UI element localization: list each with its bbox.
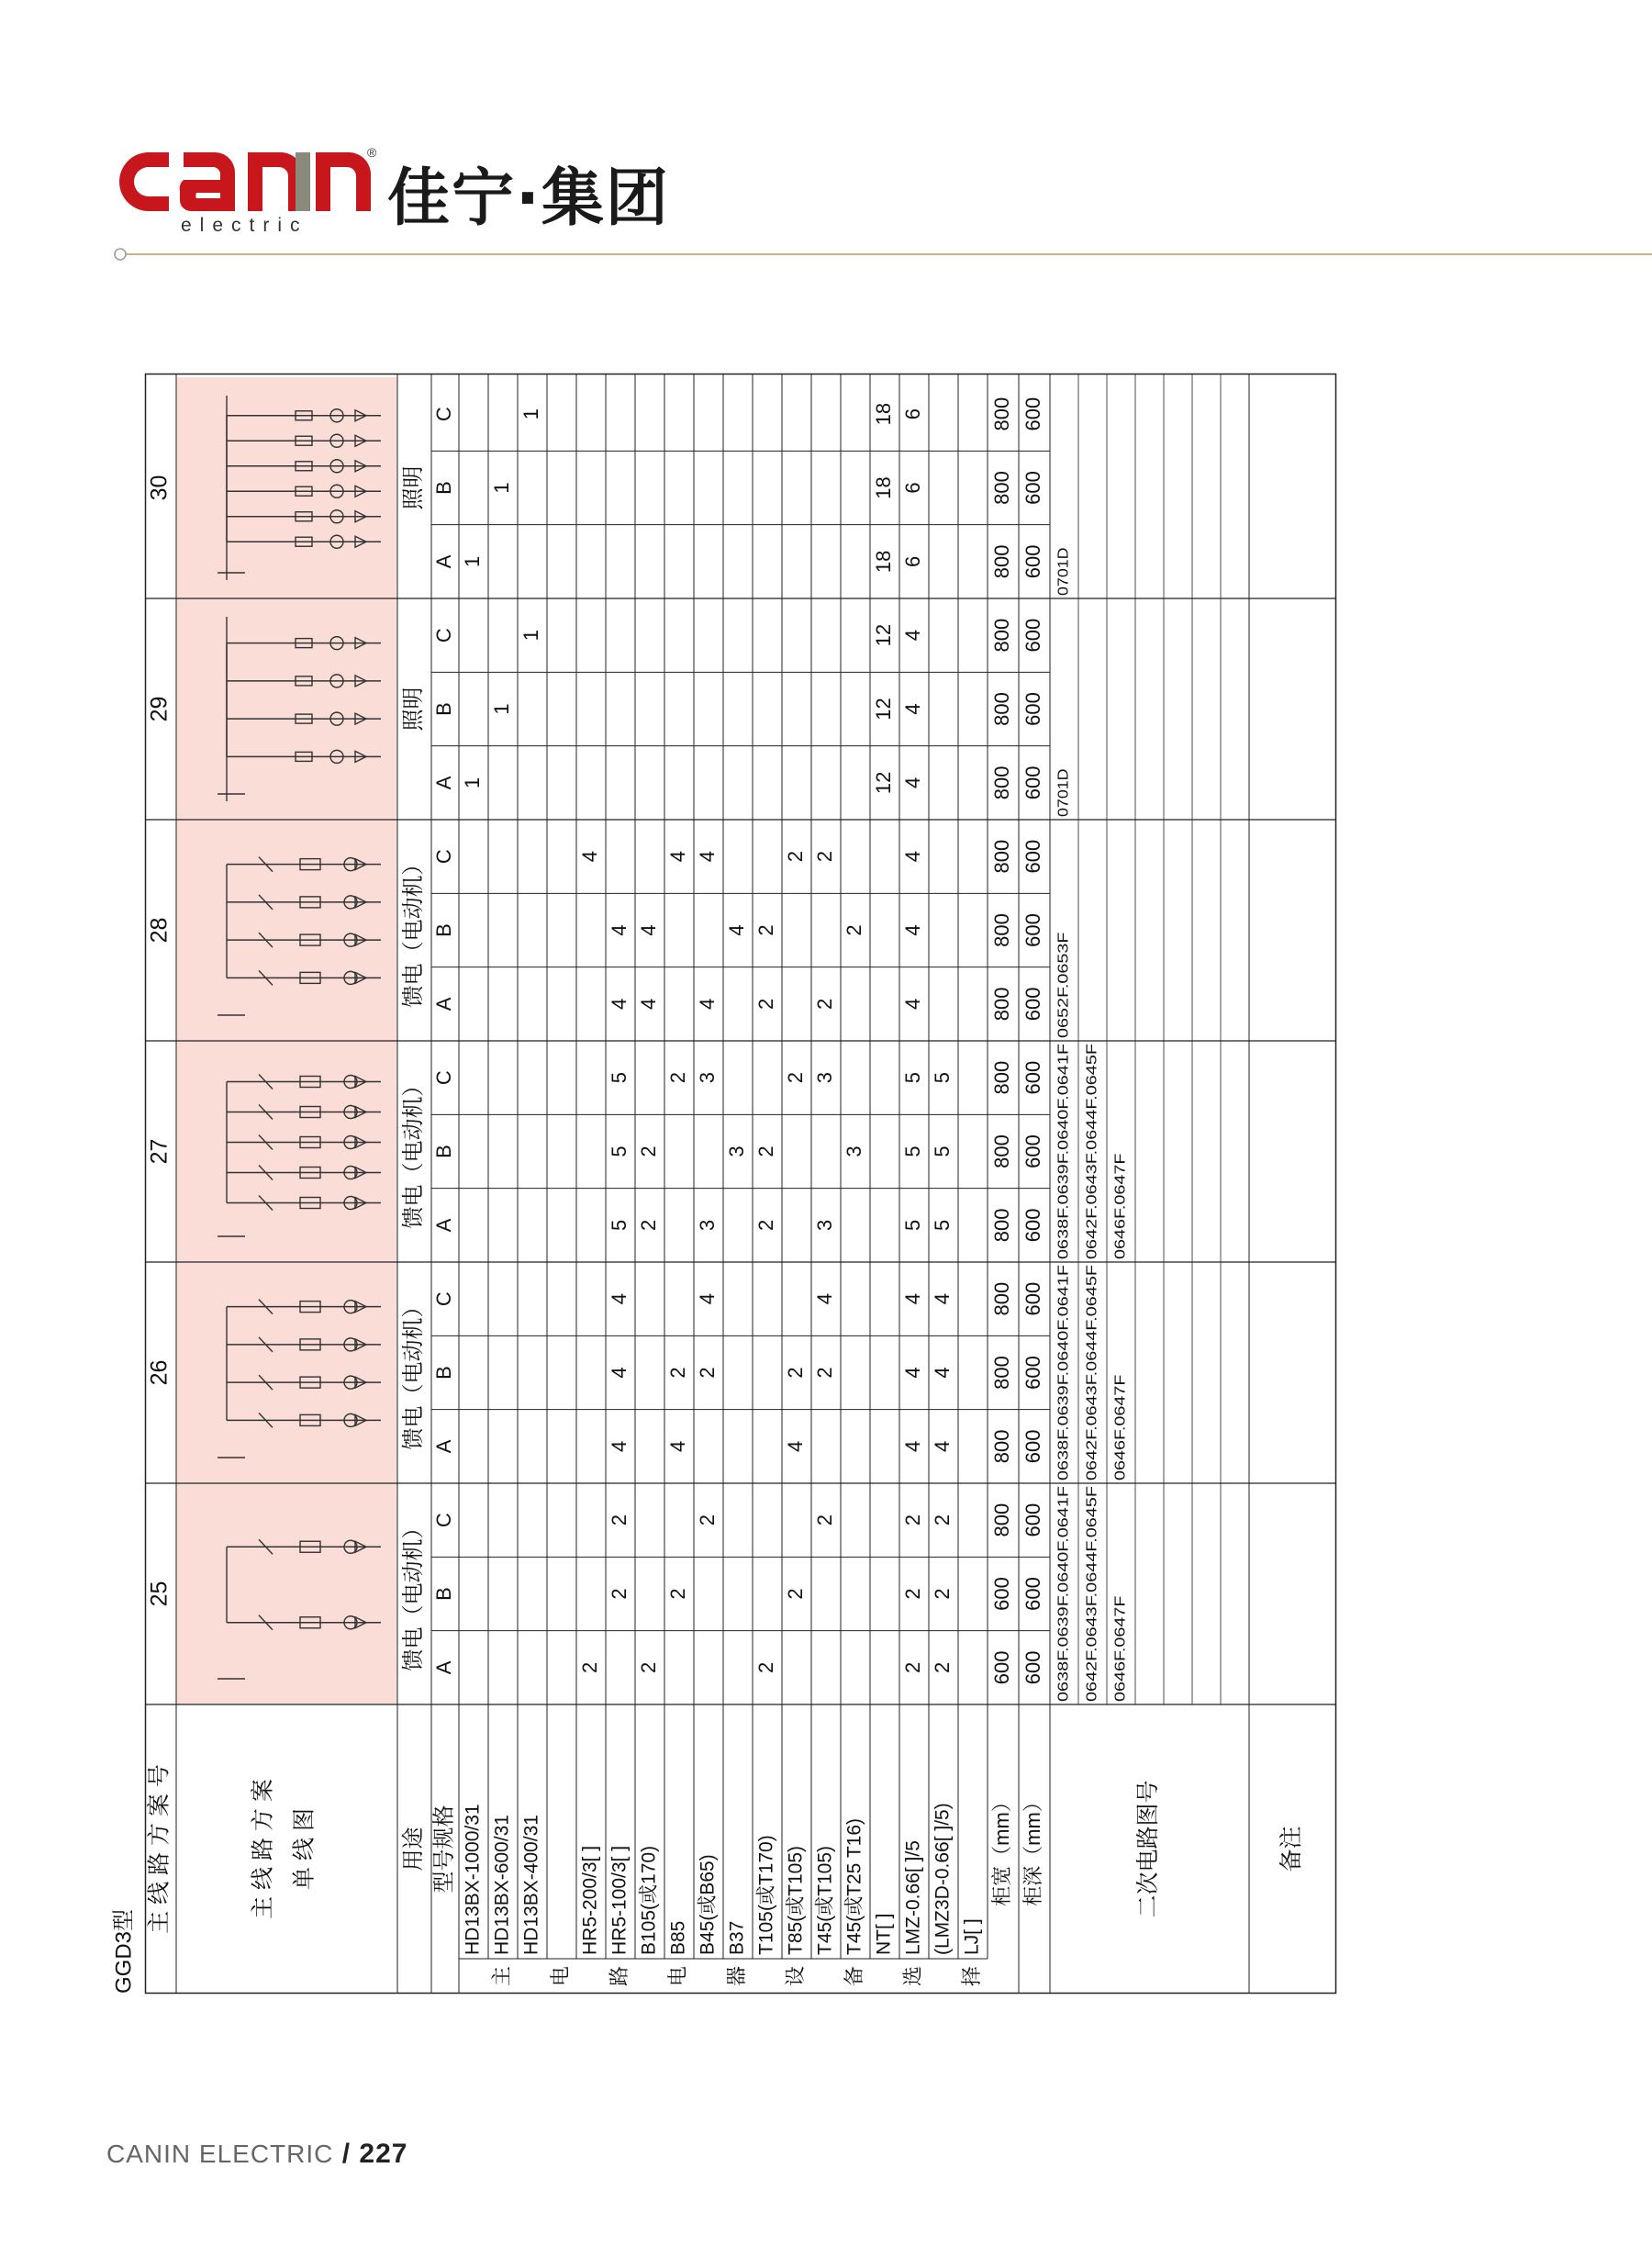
component-quantity: 4 — [930, 1440, 954, 1452]
secondary-circuit-code: 0646F.0647F — [1112, 1173, 1129, 1259]
component-quantity: 3 — [695, 1219, 719, 1231]
cabinet-depth-value: 600 — [1021, 1650, 1044, 1685]
side-label: 电 — [665, 1965, 689, 1987]
component-quantity: 4 — [930, 1367, 954, 1379]
component-quantity: 18 — [871, 402, 895, 426]
side-label: 选 — [900, 1965, 924, 1987]
cabinet-width-value: 800 — [989, 839, 1013, 874]
cabinet-depth-value: 600 — [1021, 1281, 1044, 1316]
model-label: GGD3型 — [111, 1908, 137, 1994]
sub-column-header: B — [431, 1366, 455, 1380]
component-name: B85 — [667, 1920, 689, 1955]
single-line-diagram-bg — [176, 1262, 397, 1483]
cabinet-depth-value: 600 — [1021, 471, 1044, 505]
cabinet-depth-value: 600 — [1021, 618, 1044, 653]
scheme-usage: 照明 — [400, 465, 426, 510]
component-name: (LMZ3D-0.66[ ]/5) — [932, 1803, 954, 1955]
component-quantity: 2 — [842, 924, 865, 936]
component-quantity: 2 — [695, 1367, 719, 1379]
component-quantity: 5 — [607, 1145, 631, 1157]
component-quantity: 12 — [871, 771, 895, 795]
component-quantity: 3 — [812, 1219, 836, 1231]
component-quantity: 5 — [900, 1145, 924, 1157]
component-quantity: 4 — [607, 1367, 631, 1379]
component-name: HD13BX-600/31 — [491, 1815, 513, 1955]
component-quantity: 2 — [665, 1588, 689, 1600]
cabinet-depth-value: 600 — [1021, 839, 1044, 874]
cabinet-width-value: 600 — [989, 1577, 1013, 1611]
logo-electric-text: electric — [181, 215, 308, 236]
component-quantity: 5 — [930, 1072, 954, 1084]
cabinet-depth-value: 600 — [1021, 1577, 1044, 1611]
secondary-circuit-code: 0638F.0639F.0640F.0641F — [1055, 1306, 1072, 1481]
component-quantity: 4 — [900, 998, 924, 1010]
component-name: NT[ ] — [873, 1913, 895, 1955]
sub-column-header: C — [431, 1513, 455, 1528]
component-quantity: 6 — [900, 482, 924, 494]
sub-column-header: C — [431, 1291, 455, 1307]
side-label: 设 — [783, 1965, 807, 1987]
component-name: T105(或T170) — [755, 1835, 777, 1955]
single-line-diagram-bg — [176, 1041, 397, 1262]
component-name: LJ[ ] — [961, 1918, 983, 1955]
rotated-table-wrapper — [111, 374, 1336, 1994]
component-quantity: 4 — [636, 924, 660, 936]
scheme-usage: 照明 — [400, 687, 426, 732]
secondary-circuit-code: 0652F.0653F — [1055, 952, 1072, 1038]
scheme-number: 25 — [146, 1581, 173, 1607]
cabinet-width-value: 600 — [989, 1650, 1013, 1685]
component-quantity: 1 — [489, 703, 513, 715]
scheme-number: 26 — [146, 1359, 173, 1386]
scheme-number: 27 — [146, 1138, 173, 1165]
component-quantity: 4 — [900, 630, 924, 642]
component-quantity: 2 — [783, 1588, 807, 1600]
cabinet-depth-value: 600 — [1021, 544, 1044, 579]
component-quantity: 2 — [783, 851, 807, 863]
scheme-usage: 馈电（电动机） — [400, 853, 426, 1008]
component-quantity: 2 — [930, 1661, 954, 1673]
side-label: 电 — [548, 1965, 572, 1987]
component-quantity: 2 — [753, 998, 777, 1010]
component-quantity: 2 — [665, 1072, 689, 1084]
scheme-table — [111, 374, 1336, 1994]
component-quantity: 2 — [695, 1514, 719, 1526]
sub-column-header: A — [431, 776, 455, 790]
component-quantity: 2 — [930, 1514, 954, 1526]
page-number: 227 — [359, 2139, 408, 2169]
cabinet-width-value: 800 — [989, 1134, 1013, 1168]
single-line-diagram-bg — [176, 820, 397, 1041]
component-name: B37 — [726, 1920, 748, 1955]
sub-column-header: B — [431, 1145, 455, 1158]
component-quantity: 4 — [900, 1367, 924, 1379]
cabinet-width-value: 800 — [989, 1060, 1013, 1095]
sub-column-header: A — [431, 554, 455, 569]
company-logo — [112, 145, 709, 237]
component-quantity: 4 — [783, 1440, 807, 1452]
usage-header: 用途 — [400, 1827, 426, 1872]
sub-column-header: C — [431, 628, 455, 643]
secondary-circuit-code: 0646F.0647F — [1112, 1615, 1129, 1702]
sub-column-header: A — [431, 997, 455, 1011]
component-quantity: 3 — [695, 1072, 719, 1084]
cabinet-width-value: 800 — [989, 471, 1013, 505]
cabinet-width-value: 800 — [989, 913, 1013, 947]
cabinet-depth-header: 柜深（mm） — [1021, 1792, 1044, 1906]
component-name: HR5-200/3[ ] — [579, 1845, 601, 1955]
secondary-circuit-code: 0701D — [1055, 773, 1072, 817]
cabinet-width-value: 800 — [989, 1356, 1013, 1390]
cabinet-depth-value: 600 — [1021, 1208, 1044, 1243]
component-quantity: 2 — [812, 1367, 836, 1379]
component-quantity: 18 — [871, 550, 895, 574]
component-quantity: 2 — [900, 1588, 924, 1600]
cabinet-depth-value: 600 — [1021, 1356, 1044, 1390]
component-quantity: 2 — [636, 1219, 660, 1231]
scheme-number-header: 主 线 路 方 案 号 — [146, 1764, 173, 1934]
footer-separator: / — [333, 2139, 360, 2169]
component-quantity: 2 — [783, 1367, 807, 1379]
component-name: B45(或B65) — [697, 1854, 719, 1955]
component-quantity: 2 — [753, 1661, 777, 1673]
cabinet-width-value: 800 — [989, 1208, 1013, 1243]
component-quantity: 5 — [930, 1219, 954, 1231]
component-quantity: 1 — [460, 555, 484, 567]
component-quantity: 12 — [871, 698, 895, 721]
side-label: 主 — [489, 1965, 513, 1987]
cabinet-depth-value: 600 — [1021, 913, 1044, 947]
component-quantity: 4 — [812, 1293, 836, 1305]
cabinet-width-value: 800 — [989, 765, 1013, 800]
component-quantity: 4 — [930, 1293, 954, 1305]
component-quantity: 2 — [900, 1661, 924, 1673]
component-quantity: 2 — [812, 998, 836, 1010]
cabinet-depth-value: 600 — [1021, 692, 1044, 726]
cabinet-width-value: 800 — [989, 618, 1013, 653]
component-quantity: 4 — [900, 924, 924, 936]
component-name: T45(或T105) — [814, 1845, 836, 1955]
single-line-header-1: 主 线 路 方 案 — [250, 1779, 276, 1919]
scheme-number: 28 — [146, 917, 173, 944]
component-quantity: 3 — [724, 1145, 748, 1157]
single-line-header-2: 单 线 图 — [291, 1808, 318, 1890]
component-quantity: 2 — [665, 1367, 689, 1379]
secondary-circuit-header: 二次电路图号 — [1135, 1780, 1162, 1918]
side-label: 路 — [607, 1965, 631, 1987]
component-quantity: 1 — [460, 777, 484, 788]
component-quantity: 4 — [607, 1293, 631, 1305]
cabinet-depth-value: 600 — [1021, 1134, 1044, 1168]
scheme-usage: 馈电（电动机） — [400, 1074, 426, 1229]
canin-logo-mark — [112, 145, 378, 218]
component-quantity: 1 — [519, 408, 542, 420]
cabinet-depth-value: 600 — [1021, 987, 1044, 1022]
component-name: HR5-100/3[ ] — [608, 1845, 631, 1955]
component-quantity: 4 — [607, 924, 631, 936]
footer-brand: CANIN ELECTRIC — [106, 2140, 334, 2168]
cabinet-depth-value: 600 — [1021, 1060, 1044, 1095]
component-quantity: 4 — [900, 851, 924, 863]
cabinet-width-value: 800 — [989, 544, 1013, 579]
component-quantity: 2 — [607, 1514, 631, 1526]
component-quantity: 3 — [812, 1072, 836, 1084]
component-name: B105(或170) — [638, 1845, 660, 1955]
scheme-usage: 馈电（电动机） — [400, 1295, 426, 1450]
component-quantity: 4 — [607, 998, 631, 1010]
component-quantity: 4 — [900, 703, 924, 715]
component-name: HD13BX-1000/31 — [462, 1804, 484, 1955]
cabinet-width-value: 800 — [989, 1281, 1013, 1316]
component-quantity: 4 — [636, 998, 660, 1010]
cabinet-width-value: 800 — [989, 1429, 1013, 1464]
component-quantity: 5 — [930, 1145, 954, 1157]
single-line-diagram-bg — [176, 1483, 397, 1704]
sub-column-header: B — [431, 481, 455, 495]
component-quantity: 2 — [812, 1514, 836, 1526]
component-quantity: 3 — [842, 1145, 865, 1157]
sub-column-header: A — [431, 1660, 455, 1675]
component-quantity: 4 — [900, 1293, 924, 1305]
component-quantity: 18 — [871, 476, 895, 499]
component-quantity: 2 — [783, 1072, 807, 1084]
component-quantity: 4 — [695, 998, 719, 1010]
component-quantity: 4 — [607, 1440, 631, 1452]
component-quantity: 4 — [695, 1293, 719, 1305]
secondary-circuit-code: 0642F.0643F.0644F.0645F — [1084, 1085, 1100, 1259]
company-name-cn: 佳宁·集团 — [387, 162, 670, 235]
registered-mark: ® — [367, 145, 377, 160]
component-quantity: 5 — [607, 1219, 631, 1231]
component-quantity: 6 — [900, 555, 924, 567]
single-line-diagram-bg — [176, 598, 397, 820]
secondary-circuit-code: 0638F.0639F.0640F.0641F — [1055, 1085, 1072, 1259]
component-name: T45(或T25 T16) — [843, 1818, 865, 1955]
component-quantity: 5 — [900, 1072, 924, 1084]
component-quantity: 4 — [695, 851, 719, 863]
cabinet-depth-value: 600 — [1021, 765, 1044, 800]
cabinet-depth-value: 600 — [1021, 397, 1044, 431]
cabinet-width-value: 800 — [989, 692, 1013, 726]
component-quantity: 2 — [636, 1145, 660, 1157]
sub-column-header: B — [431, 923, 455, 937]
side-label: 备 — [842, 1965, 865, 1987]
component-quantity: 2 — [900, 1514, 924, 1526]
component-quantity: 5 — [900, 1219, 924, 1231]
scheme-number: 29 — [146, 696, 173, 722]
single-line-diagram-bg — [176, 377, 397, 598]
remark-header: 备注 — [1278, 1826, 1305, 1872]
component-quantity: 2 — [753, 1145, 777, 1157]
component-quantity: 12 — [871, 623, 895, 647]
component-quantity: 2 — [607, 1588, 631, 1600]
component-name: T85(或T105) — [785, 1845, 807, 1955]
cabinet-width-header: 柜宽（mm） — [989, 1792, 1013, 1906]
component-quantity: 2 — [636, 1661, 660, 1673]
component-quantity: 4 — [724, 924, 748, 936]
sub-column-header: C — [431, 1070, 455, 1086]
component-name: LMZ-0.66[ ]/5 — [902, 1840, 924, 1955]
cabinet-depth-value: 600 — [1021, 1429, 1044, 1464]
cabinet-width-value: 800 — [989, 987, 1013, 1022]
sub-column-header: B — [431, 702, 455, 716]
component-quantity: 4 — [577, 851, 601, 863]
secondary-circuit-code: 0638F.0639F.0640F.0641F — [1055, 1527, 1072, 1702]
side-label: 择 — [959, 1965, 983, 1987]
sub-column-header: A — [431, 1218, 455, 1233]
page-footer — [106, 2139, 407, 2170]
component-quantity: 5 — [607, 1072, 631, 1084]
component-quantity: 4 — [900, 777, 924, 788]
component-quantity: 4 — [665, 1440, 689, 1452]
secondary-circuit-code: 0646F.0647F — [1112, 1394, 1129, 1481]
sub-column-header: C — [431, 849, 455, 865]
component-quantity: 1 — [489, 482, 513, 494]
cabinet-width-value: 800 — [989, 1503, 1013, 1537]
component-quantity: 2 — [930, 1588, 954, 1600]
spec-header: 型号规格 — [431, 1805, 457, 1894]
secondary-circuit-code: 0642F.0643F.0644F.0645F — [1084, 1306, 1100, 1481]
component-quantity: 6 — [900, 408, 924, 420]
component-quantity: 4 — [900, 1440, 924, 1452]
secondary-circuit-code: 0701D — [1055, 552, 1072, 596]
component-quantity: 1 — [519, 630, 542, 642]
header-rule — [114, 248, 1652, 261]
component-quantity: 2 — [577, 1661, 601, 1673]
component-quantity: 2 — [753, 1219, 777, 1231]
component-quantity: 2 — [812, 851, 836, 863]
scheme-number: 30 — [146, 475, 173, 501]
sub-column-header: C — [431, 407, 455, 422]
component-name: HD13BX-400/31 — [520, 1815, 542, 1955]
scheme-usage: 馈电（电动机） — [400, 1516, 426, 1671]
secondary-circuit-code: 0642F.0643F.0644F.0645F — [1084, 1527, 1100, 1702]
side-label: 器 — [724, 1965, 748, 1987]
cabinet-width-value: 800 — [989, 397, 1013, 431]
component-quantity: 4 — [665, 851, 689, 863]
sub-column-header: A — [431, 1439, 455, 1454]
sub-column-header: B — [431, 1587, 455, 1601]
component-quantity: 2 — [753, 924, 777, 936]
cabinet-depth-value: 600 — [1021, 1503, 1044, 1537]
